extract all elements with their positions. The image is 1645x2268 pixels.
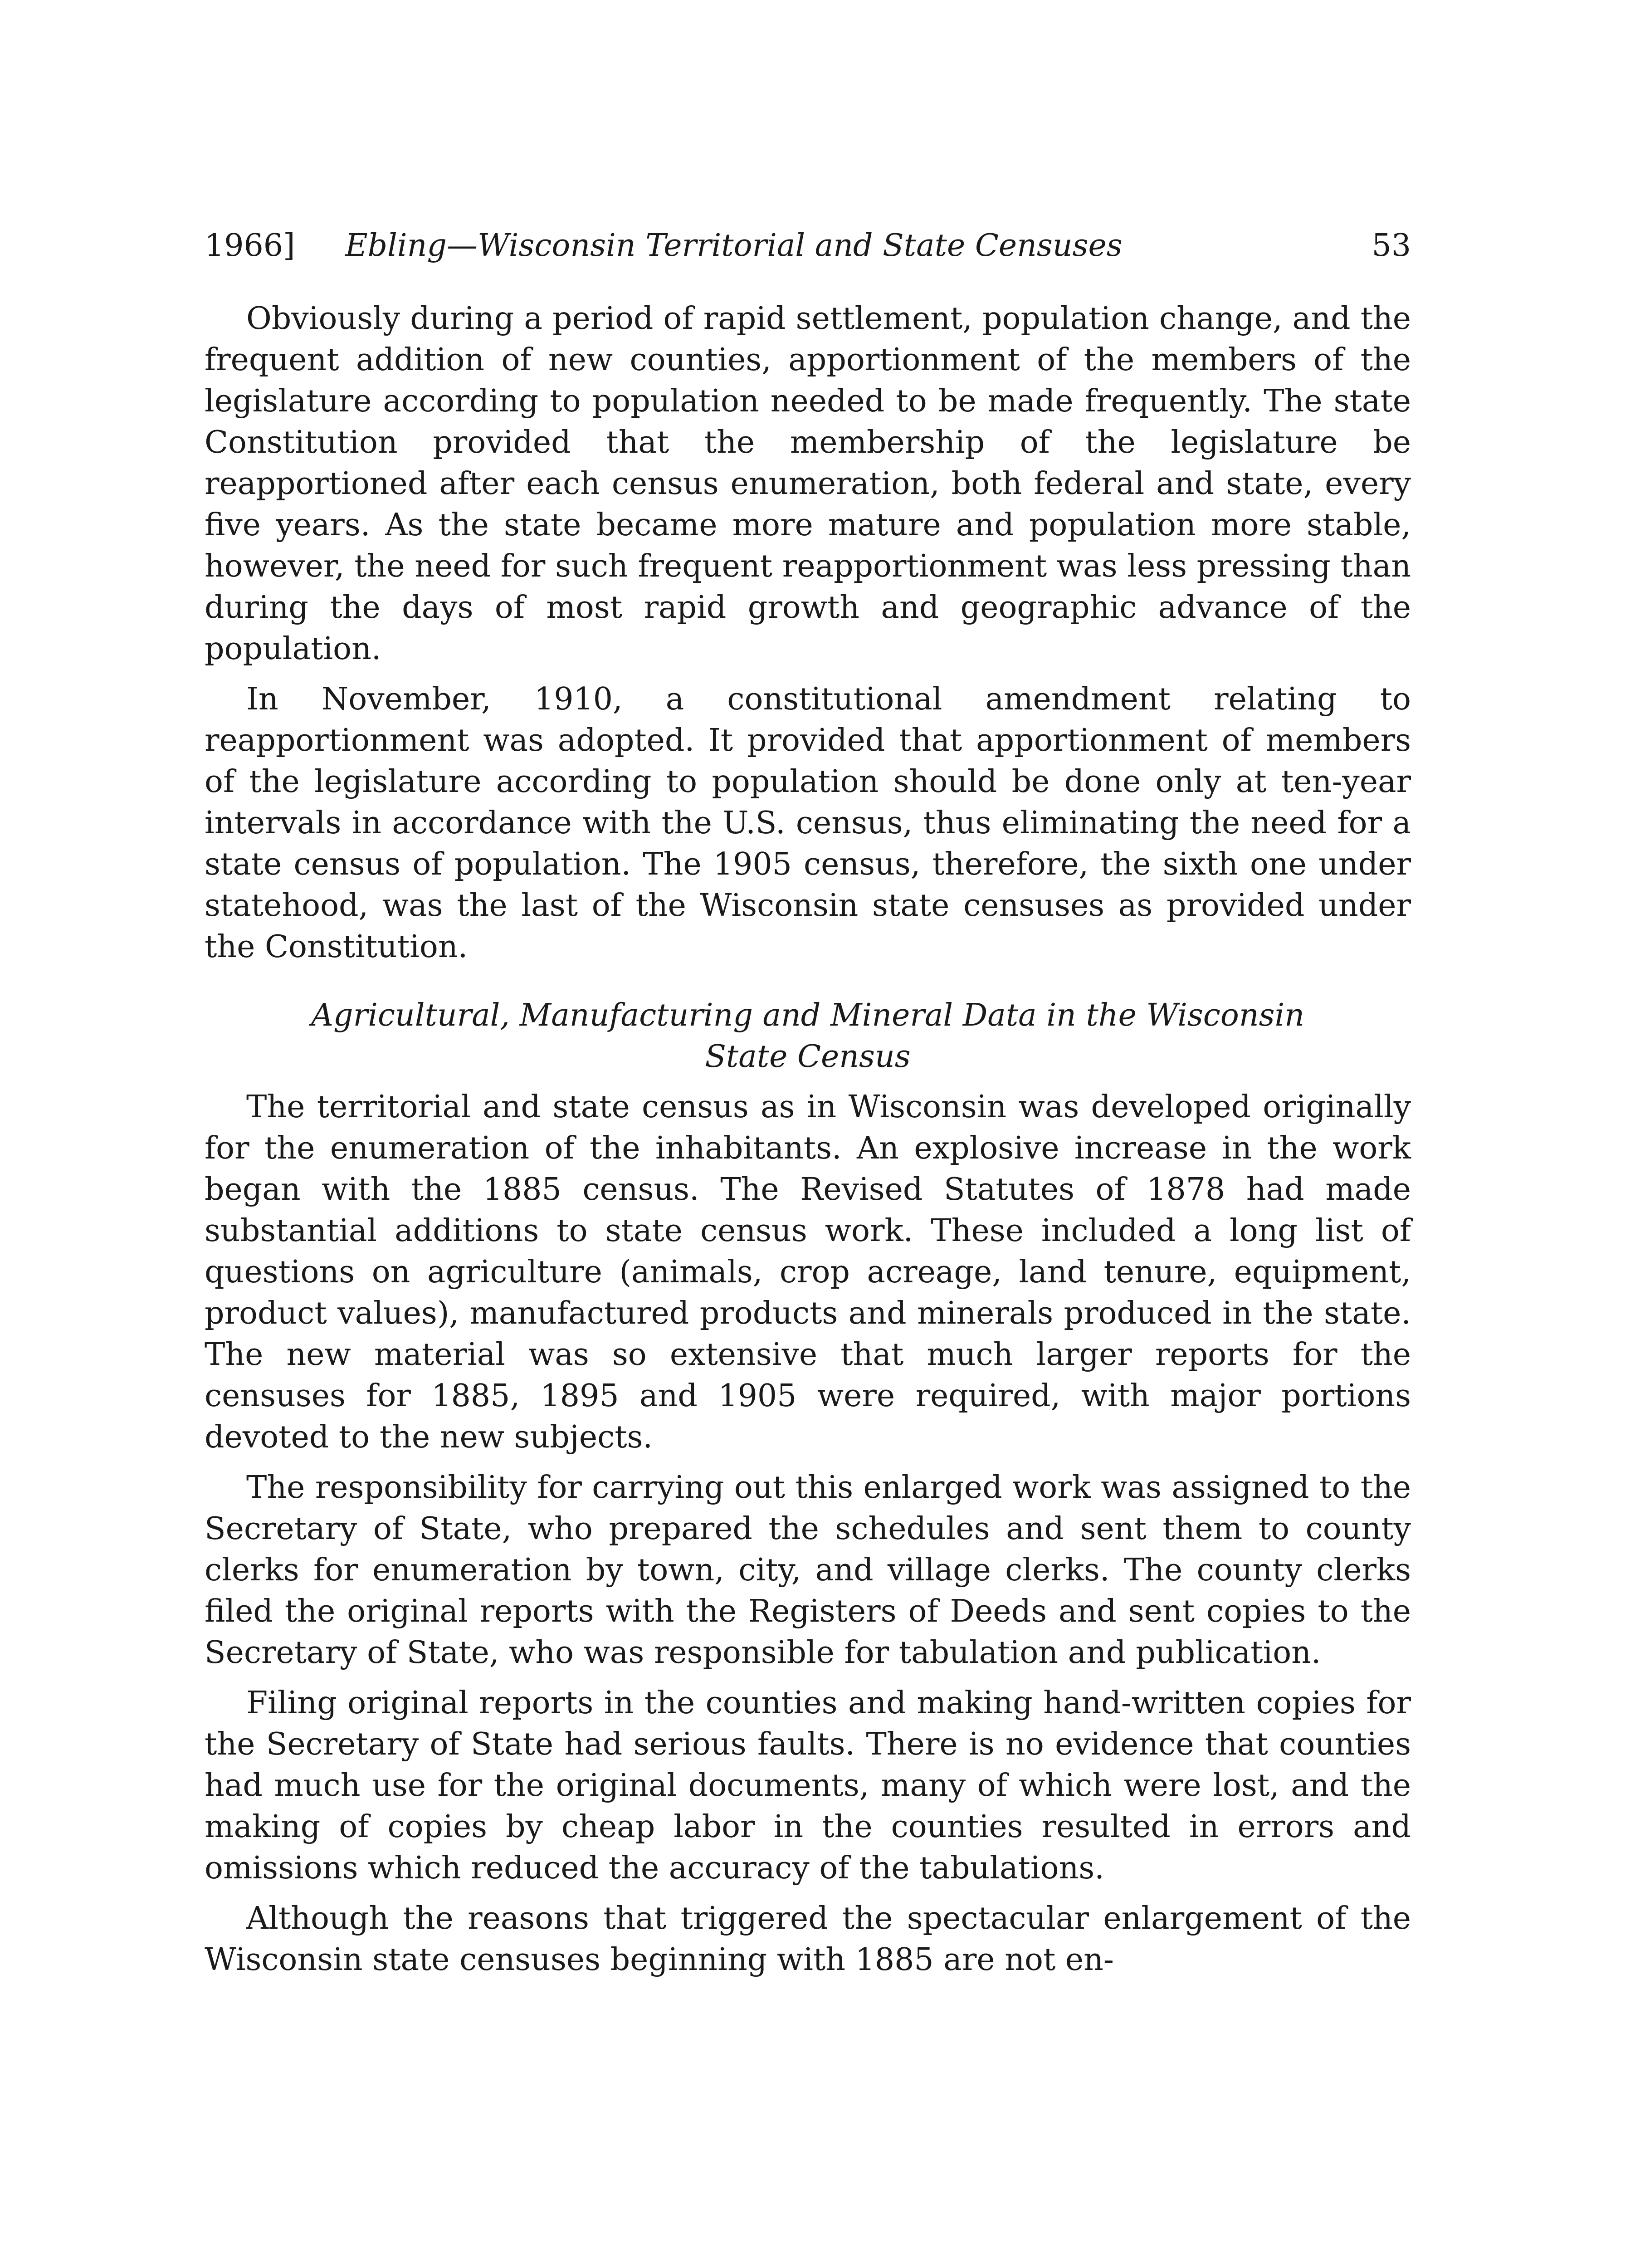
book-page (205, 221, 1411, 1989)
section-heading: Agricultural, Manufacturing and Mineral Data in the Wisconsin State Census (311, 997, 1305, 1075)
header-year: 1966] (205, 228, 295, 264)
paragraph: Filing original reports in the counties and making hand-written copies for the Secretary of State had serious faults. There is no evidence that counties had much use for the original documents, many of which were lost, and the making of copies by cheap labor in the counties resulted in errors and omissions which reduced the accuracy of the tabulations. (205, 1685, 1411, 1886)
paragraph: In November, 1910, a constitutional amendment relating to reapportionment was adopted. It provided that apportionment of members of the legislature according to population should be done only at ten-year intervals in accordance with the U.S. census, thus eliminating the need for a state census of population. The 1905 census, therefore, the sixth one under statehood, was the last of the Wisconsin state censuses as provided under the Constitution. (205, 681, 1411, 965)
running-title: Ebling—Wisconsin Territorial and State Censuses (345, 228, 1123, 264)
paragraph: Although the reasons that triggered the spectacular enlargement of the Wisconsin state censuses beginning with 1885 are not en- (205, 1901, 1411, 1978)
running-header (205, 221, 1411, 271)
body-text (205, 298, 1411, 1980)
paragraph: Obviously during a period of rapid settlement, population change, and the frequent addition of new counties, apportionment of the members of the legislature according to population needed to be made frequently. The state Constitution provided that the membership of the legislature be reapportioned after each census enumeration, both federal and state, every five years. As the state became more mature and population more stable, however, the need for such frequent reapportionment was less pressing than during the days of most rapid growth and geographic advance of the population. (205, 301, 1411, 667)
paragraph: The responsibility for carrying out this enlarged work was assigned to the Secretary of State, who prepared the schedules and sent them to county clerks for enumeration by town, city, and village clerks. The county clerks filed the original reports with the Registers of Deeds and sent copies to the Secretary of State, who was responsible for tabulation and publication. (205, 1470, 1411, 1671)
paragraph: The territorial and state census as in Wisconsin was developed originally for the enumeration of the inhabitants. An explosive increase in the work began with the 1885 census. The Revised Statutes of 1878 had made substantial additions to state census work. These included a long list of questions on agriculture (animals, crop acreage, land tenure, equipment, product values), manufactured products and minerals produced in the state. The new material was so extensive that much larger reports for the censuses for 1885, 1895 and 1905 were required, with major portions devoted to the new subjects. (205, 1089, 1411, 1455)
page-number: 53 (1372, 228, 1411, 264)
